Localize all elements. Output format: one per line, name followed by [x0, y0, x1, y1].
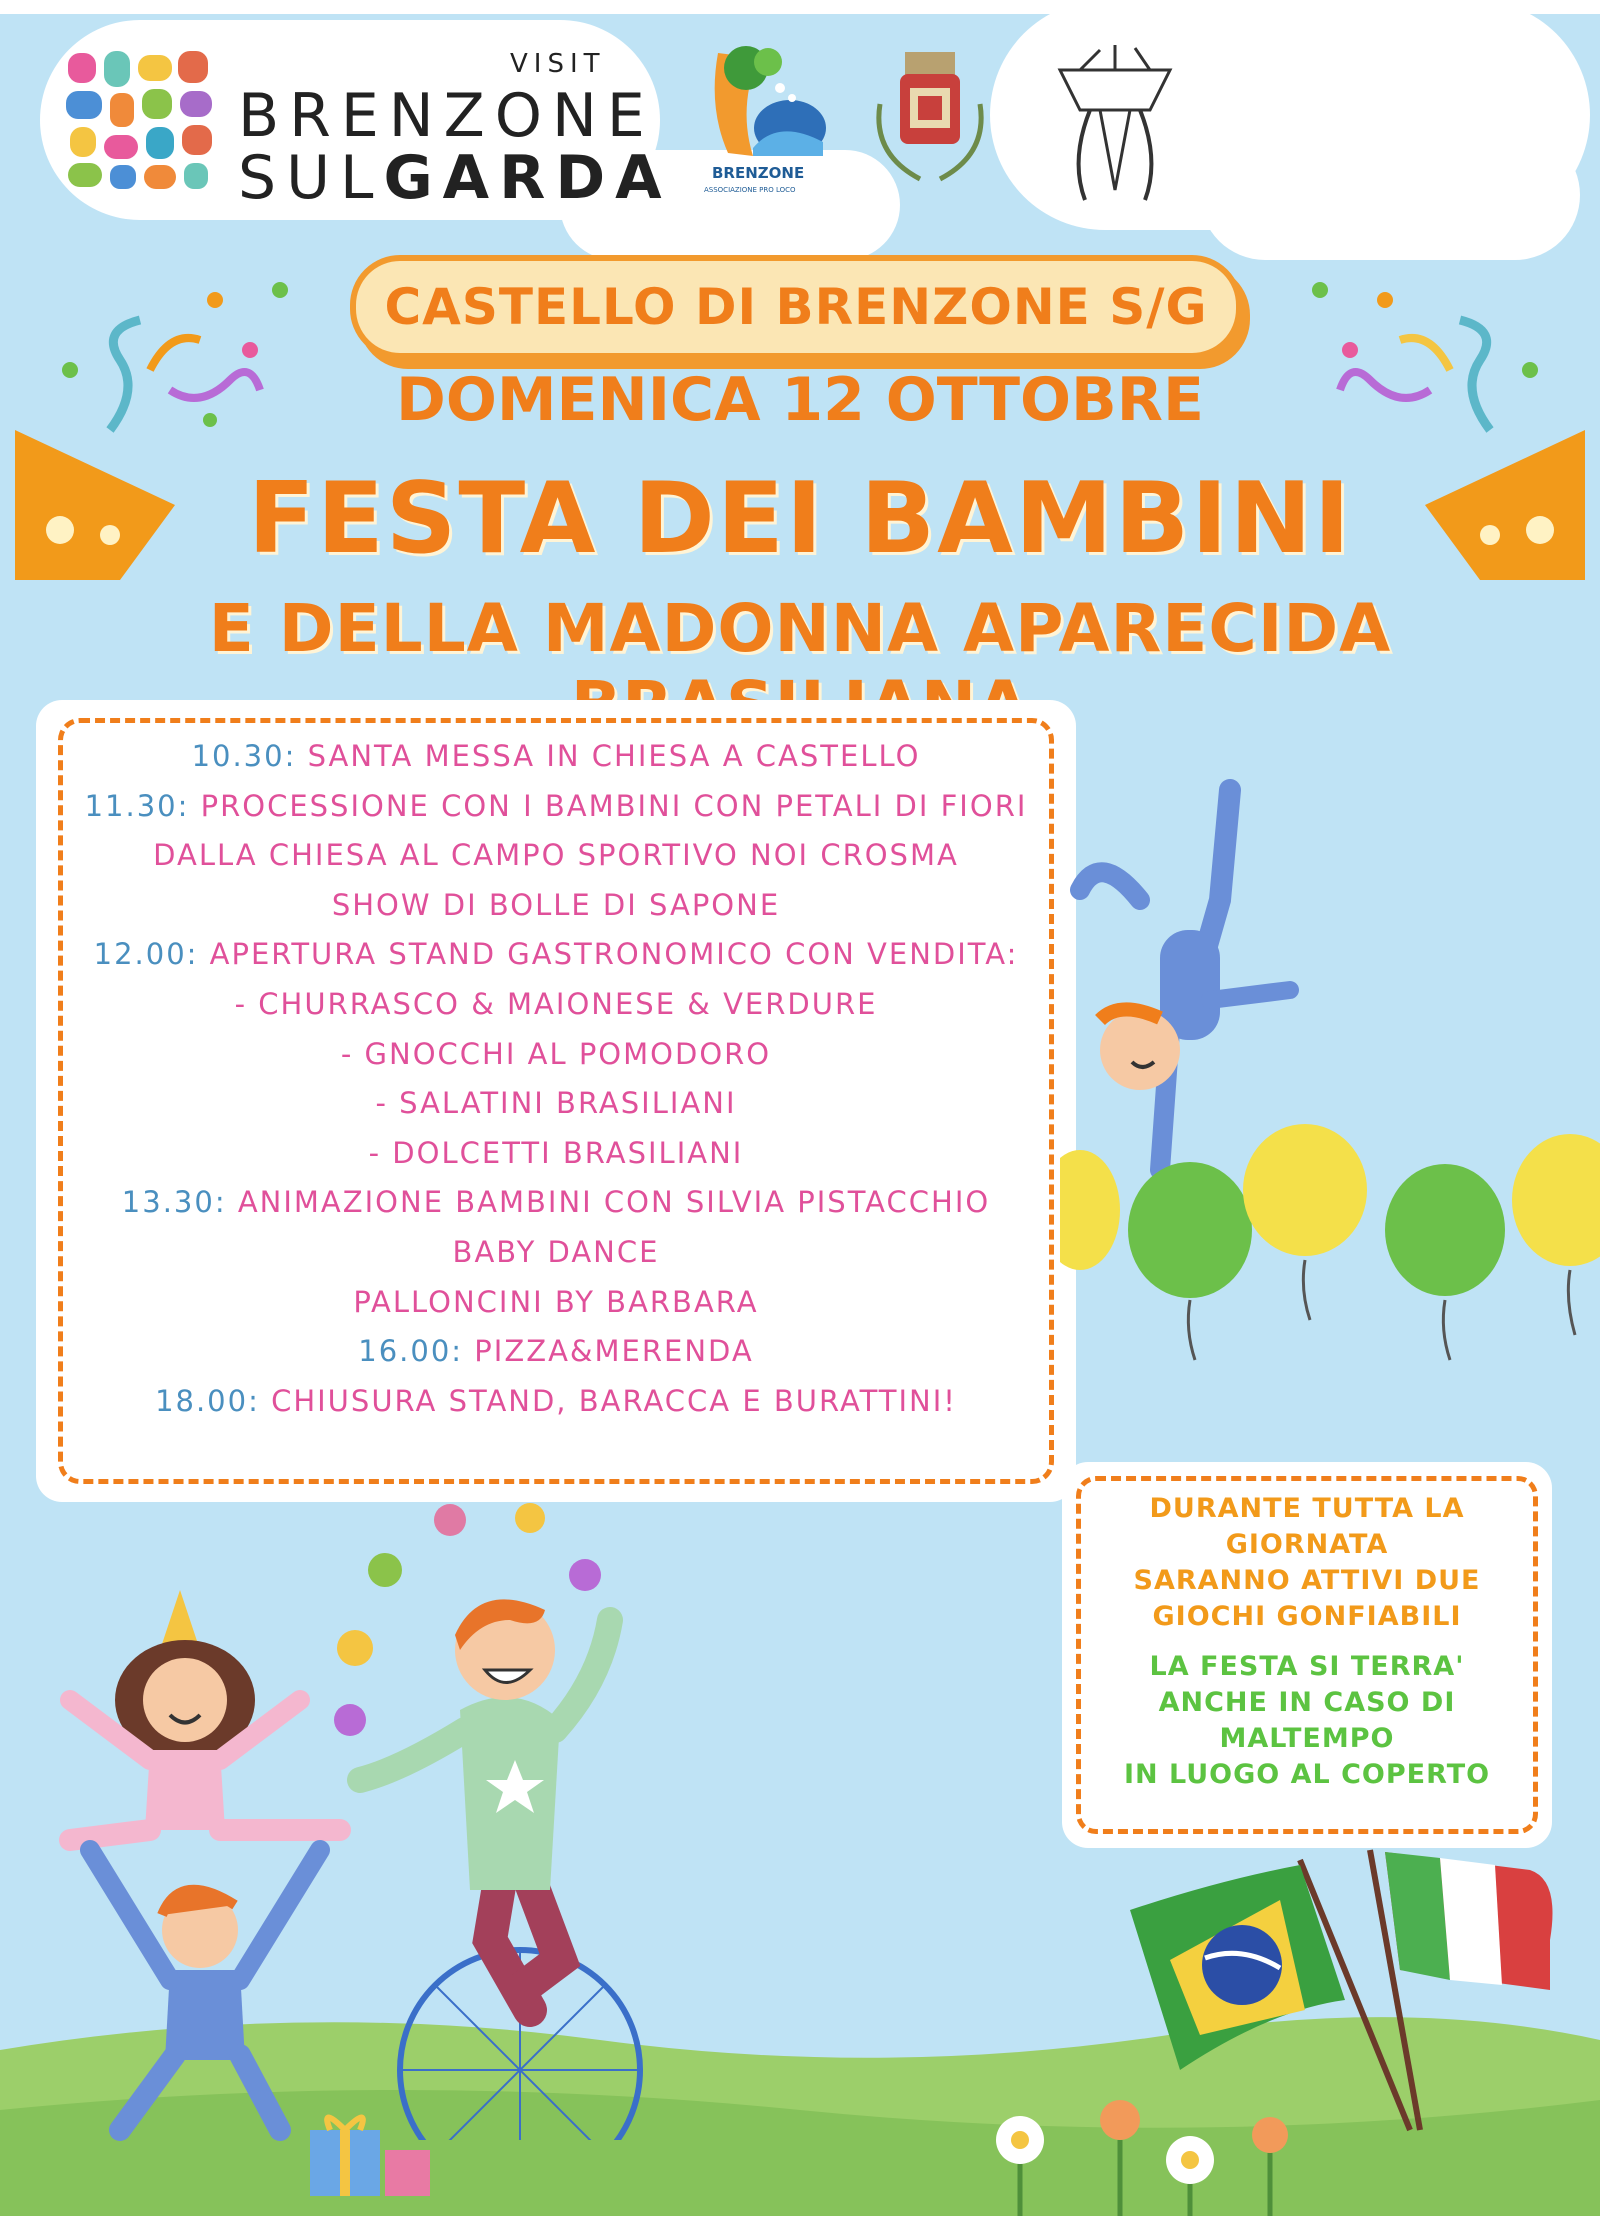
event-title: FESTA DEI BAMBINI: [247, 462, 1353, 576]
event-date: DOMENICA 12 OTTOBRE: [396, 365, 1204, 435]
visit-text: VISIT: [510, 49, 606, 79]
program-text: CHIUSURA STAND, BARACCA E BURATTINI!: [271, 1383, 957, 1418]
program-box: [36, 700, 1076, 1502]
info-line: GIOCHI GONFIABILI: [1152, 1601, 1462, 1632]
program-time: 18.00:: [155, 1383, 260, 1418]
program-item: [63, 1384, 1049, 1418]
info-box: [1062, 1462, 1552, 1848]
program-item: [63, 1334, 1049, 1368]
program-item: [63, 838, 1049, 872]
program-item: [63, 888, 1049, 922]
program-list: [58, 718, 1054, 1484]
emblem-icon: [1040, 40, 1190, 205]
info-line: DURANTE TUTTA LA: [1149, 1493, 1465, 1524]
kids-acrobats-illustration: [50, 1590, 370, 2150]
location-banner: CASTELLO DI BRENZONE S/G: [350, 255, 1242, 359]
program-time: 10.30:: [191, 739, 297, 773]
info-line: GIORNATA: [1225, 1529, 1389, 1560]
program-item: [63, 1185, 1049, 1219]
gift-box-icon: [300, 2100, 440, 2200]
info-line: MALTEMPO: [1219, 1723, 1395, 1754]
visit-brenzone-logo: [60, 45, 680, 213]
program-item: [63, 1285, 1049, 1319]
proloco-sub: ASSOCIAZIONE PRO LOCO: [704, 186, 796, 194]
balloons-illustration: [1060, 1120, 1600, 1370]
program-text: - GNOCCHI AL POMODORO: [340, 1036, 772, 1071]
flowers-illustration: [980, 2080, 1340, 2216]
program-time: 13.30:: [121, 1185, 227, 1220]
program-item: [63, 1037, 1049, 1071]
info-box-inner: [1076, 1476, 1538, 1834]
coat-of-arms-icon: [860, 44, 1000, 194]
tree-lake-icon: [698, 38, 828, 168]
event-subtitle: E DELLA MADONNA APARECIDA: [208, 590, 1392, 667]
program-text: - DOLCETTI BRASILIANI: [368, 1135, 744, 1170]
program-text: SANTA MESSA IN CHIESA A CASTELLO: [307, 739, 921, 773]
proloco-name: BRENZONE: [712, 164, 805, 182]
program-item: [63, 1136, 1049, 1170]
program-text: BABY DANCE: [452, 1235, 660, 1269]
program-item: [63, 937, 1049, 971]
program-item: [63, 1086, 1049, 1120]
program-text: PROCESSIONE CON I BAMBINI CON PETALI DI FIORI: [200, 788, 1028, 823]
program-time: 11.30:: [84, 788, 190, 823]
juggler-unicycle-illustration: [340, 1580, 670, 2140]
program-text: APERTURA STAND GASTRONOMICO CON VENDITA:: [209, 937, 1019, 972]
program-item: [63, 1235, 1049, 1269]
program-time: 16.00:: [358, 1334, 464, 1369]
program-text: - CHURRASCO & MAIONESE & VERDURE: [234, 987, 878, 1021]
program-text: PALLONCINI BY BARBARA: [353, 1284, 759, 1319]
program-text: ANIMAZIONE BAMBINI CON SILVIA PISTACCHIO: [237, 1185, 991, 1220]
info-line: ANCHE IN CASO DI: [1158, 1687, 1456, 1718]
program-text: DALLA CHIESA AL CAMPO SPORTIVO NOI CROSMA: [153, 838, 959, 873]
program-text: PIZZA&MERENDA: [474, 1334, 754, 1369]
info-line: IN LUOGO AL COPERTO: [1123, 1759, 1491, 1790]
pro-loco-logo: [698, 38, 828, 203]
brand-line2: SULGARDA: [238, 143, 672, 213]
brand-line1: BRENZONE: [238, 81, 655, 151]
program-time: 12.00:: [93, 937, 199, 972]
program-item: [63, 789, 1049, 823]
program-item: [63, 987, 1049, 1021]
info-line: SARANNO ATTIVI DUE: [1133, 1565, 1481, 1596]
program-text: SHOW DI BOLLE DI SAPONE: [331, 887, 781, 922]
info-line: LA FESTA SI TERRA': [1149, 1651, 1465, 1682]
cloud: [1200, 130, 1580, 260]
program-item: [63, 739, 1049, 773]
program-text: - SALATINI BRASILIANI: [375, 1086, 737, 1121]
colorful-shapes-icon: [60, 45, 220, 195]
cloud: [0, 0, 1600, 14]
